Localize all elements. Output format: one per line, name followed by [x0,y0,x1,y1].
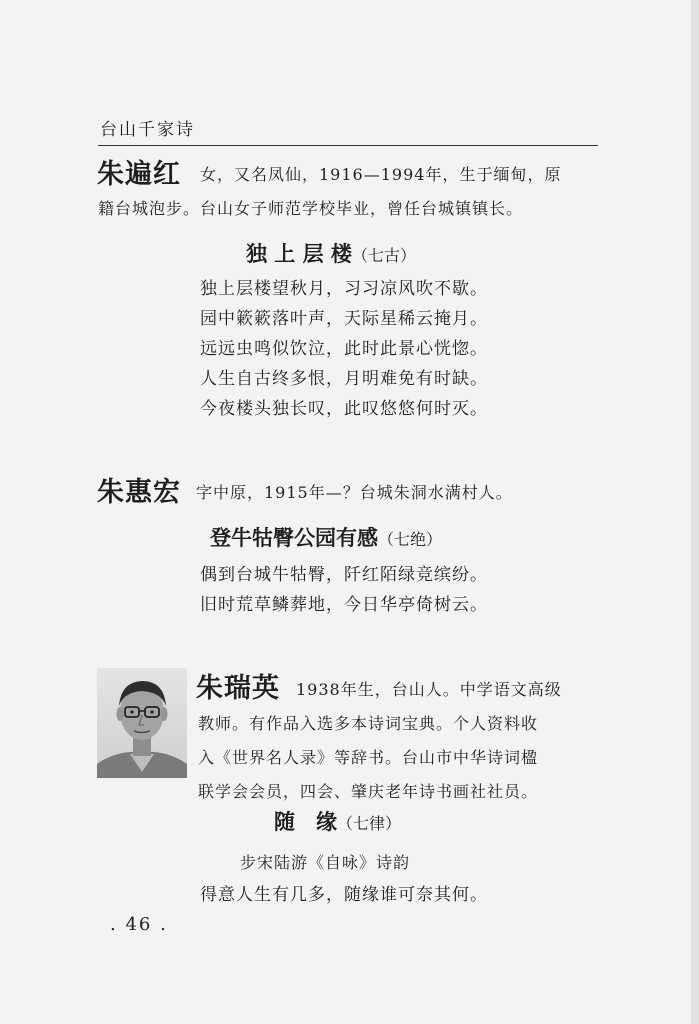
author-bio-line: 1938年生，台山人。中学语文高级 [296,680,562,699]
author-bio-line: 联学会会员，四会、肇庆老年诗书画社社员。 [198,782,539,801]
header-rule [98,145,598,146]
poem-title [274,806,401,836]
poem-subtitle: 步宋陆游《自咏》诗韵 [240,853,411,872]
poem-line: 人生自古终多恨，月明难免有时缺。 [200,369,488,389]
author-name: 朱遍红 [97,159,181,190]
author-bio: 字中原，1915年—？台城朱洞水满村人。 [196,483,513,502]
author-bio-line: 教师。有作品入选多本诗词宝典。个人资料收 [198,714,539,733]
poem-lines [200,560,488,620]
poem-line: 今夜楼头独长叹，此叹悠悠何时灭。 [200,399,488,419]
author-name: 朱惠宏 [97,477,181,508]
poem-title-text: 独 上 层 楼 [246,242,352,266]
author-name: 朱瑞英 [196,673,280,704]
author-portrait [97,668,187,778]
poem-title [246,238,416,268]
poem-line: 旧时荒草鳞葬地，今日华亭倚树云。 [200,595,488,615]
poem-line: 得意人生有几多，随缘谁可奈其何。 [200,885,488,905]
poem-line: 远远虫鸣似饮泣，此时此景心恍惚。 [200,339,488,359]
poem-form: （七律） [337,814,402,833]
poem-form: （七古） [351,246,416,265]
author-bio-continued: 籍台城泡步。台山女子师范学校毕业，曾任台城镇镇长。 [98,199,524,218]
poem-title-text: 登牛牯臀公园有感 [210,526,378,550]
poem-line: 园中簌簌落叶声，天际星稀云掩月。 [200,309,488,329]
page-number: . 46 . [110,914,168,935]
poem-lines [200,880,488,910]
portrait-image [97,668,187,778]
author-bio: 女，又名凤仙，1916—1994年，生于缅甸，原 [200,165,562,184]
poem-line: 独上层楼望秋月，习习凉风吹不歇。 [200,279,488,299]
poem-lines [200,274,488,424]
poem-form: （七绝） [378,530,443,549]
poem-line: 偶到台城牛牯臀，阡红陌绿竞缤纷。 [200,565,488,585]
author-bio-line: 入《世界名人录》等辞书。台山市中华诗词楹 [198,748,539,767]
running-head: 台山千家诗 [100,120,195,140]
poem-title-text: 随 缘 [274,810,337,834]
poem-title [210,522,442,552]
page-edge [691,0,699,1024]
